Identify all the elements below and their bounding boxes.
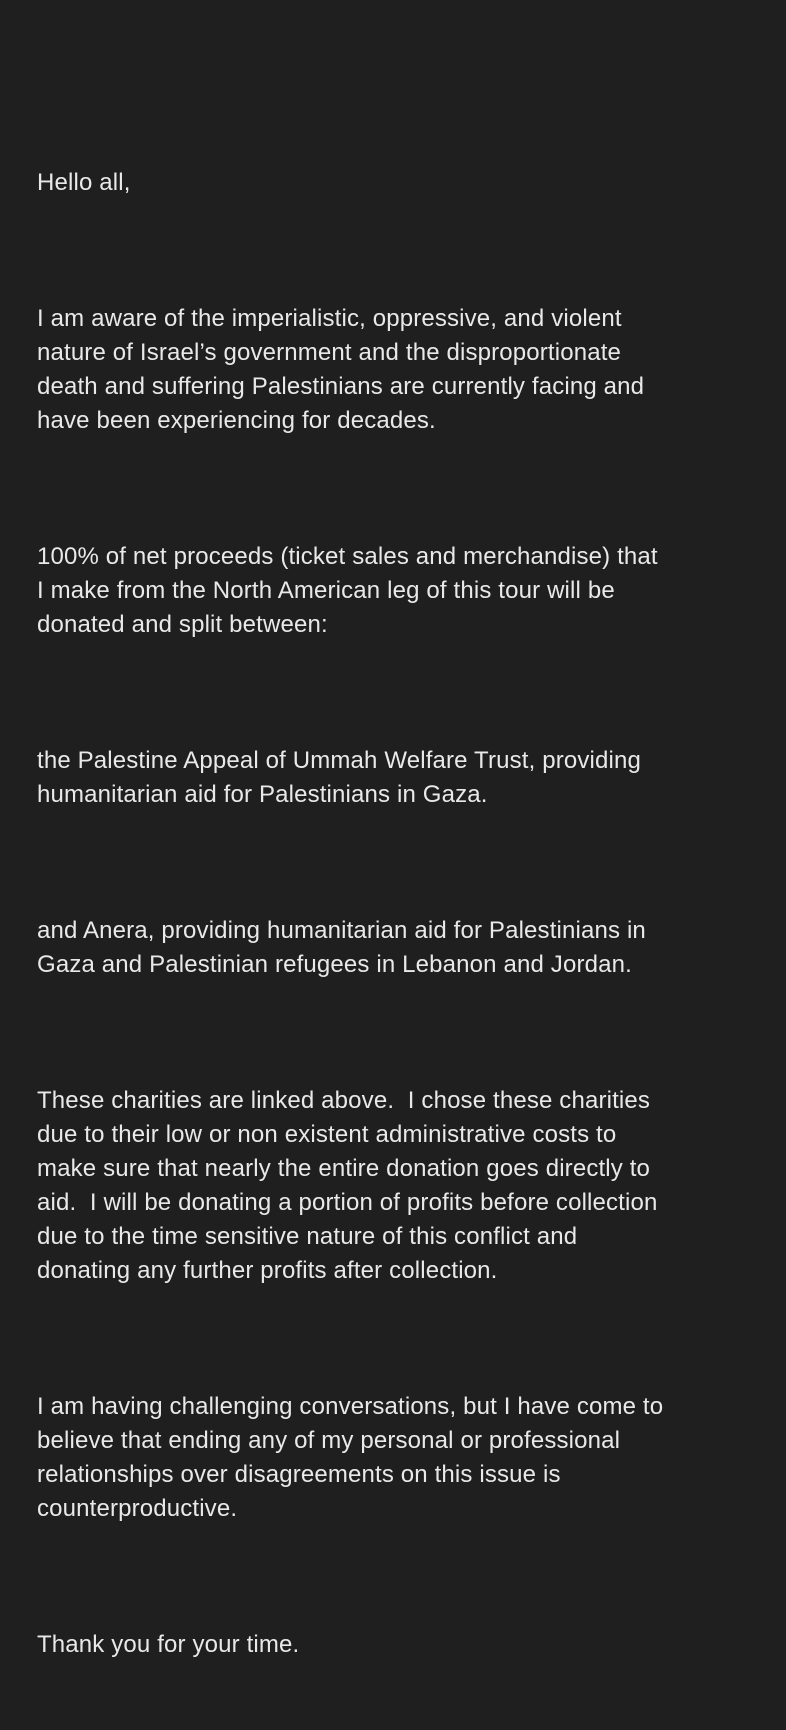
greeting-text: Hello all, [37, 169, 131, 196]
paragraph-conversations: I am having challenging conversations, but I have come to believe that ending any of my personal or professional relationships over disagreements on this issue is counterproductive. [37, 1393, 664, 1522]
paragraph-charity-details: These charities are linked above. I chose these charities due to their low or non existent administrative costs to make sure that nearly the entire donation goes directly to aid. I will be donating a portion of profits before collection due to the time sensitive nature of this conflict and donating any further profits after collection. [37, 1087, 658, 1284]
paragraph-proceeds: 100% of net proceeds (ticket sales and merchandise) that I make from the North American leg of this tour will be donated and split between: [37, 543, 658, 638]
closing-text: Thank you for your time. [37, 1631, 300, 1658]
paragraph-statement: I am aware of the imperialistic, oppressive, and violent nature of Israel’s government and the disproportionate death and suffering Palestinians are currently facing and have been experiencing for decades. [37, 305, 645, 434]
paragraph-charity-ummah: the Palestine Appeal of Ummah Welfare Trust, providing humanitarian aid for Palestinians in Gaza. [37, 747, 641, 808]
paragraph-charity-anera: and Anera, providing humanitarian aid for Palestinians in Gaza and Palestinian refugees in Lebanon and Jordan. [37, 917, 646, 978]
